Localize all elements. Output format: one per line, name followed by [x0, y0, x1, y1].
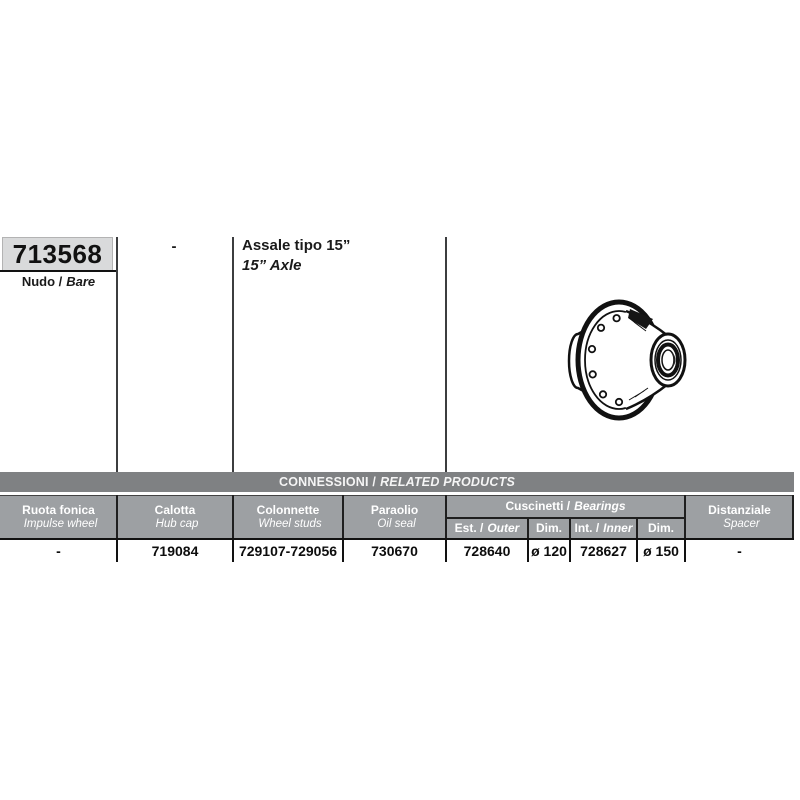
subheader-it: Est. /: [454, 521, 484, 535]
table-divider: [527, 517, 529, 538]
table-divider: [0, 538, 794, 540]
col-header-bearing-inner-dim: [637, 518, 685, 538]
axle-description: [242, 236, 350, 276]
col-header-it: Colonnette: [256, 502, 320, 517]
axle-description-it: Assale tipo 15”: [242, 237, 351, 254]
col-header-en: Oil seal: [377, 517, 416, 530]
part-box-underline: [0, 270, 117, 272]
col-header-en: Impulse wheel: [23, 517, 98, 530]
related-products-header-bar: [0, 472, 794, 492]
col-header-it: Ruota fonica: [22, 502, 95, 517]
value-wheel-studs: 729107-729056: [238, 543, 338, 559]
col-header-en: Wheel studs: [258, 517, 322, 530]
value-bearing-inner: 728627: [580, 543, 627, 559]
axle-description-en: 15” Axle: [242, 257, 302, 274]
subheader-it: Dim.: [647, 521, 674, 535]
part-number-box: [2, 237, 113, 270]
related-title-it: CONNESSIONI /: [279, 475, 377, 489]
related-title-en: RELATED PRODUCTS: [380, 475, 515, 489]
col-header-it: Paraolio: [370, 502, 419, 517]
value-bearing-outer: 728640: [463, 543, 511, 559]
table-divider: [445, 540, 447, 562]
table-divider: [116, 237, 118, 472]
wheel-hub-drawing-svg: [556, 296, 696, 426]
value-bearing-inner-dim: ø 150: [643, 543, 679, 559]
value-hub-cap: 719084: [151, 543, 199, 559]
table-divider: [116, 495, 118, 538]
table-divider: [446, 517, 685, 519]
col-header-bearings-group: [446, 496, 685, 516]
table-divider: [342, 540, 344, 562]
top-row-column2-value: -: [171, 238, 177, 255]
col-header-oil-seal: [343, 496, 446, 537]
variant-label-it: Nudo /: [21, 274, 63, 289]
wheel-hub-illustration: [556, 296, 696, 426]
variant-label-en: Bare: [66, 274, 96, 289]
bearings-title-en: Bearings: [574, 499, 626, 513]
subheader-en: Inner: [603, 521, 633, 535]
col-header-it: Calotta: [154, 502, 196, 517]
table-divider: [636, 540, 638, 562]
table-divider: [569, 517, 571, 538]
value-spacer: -: [737, 543, 742, 559]
col-header-wheel-studs: [233, 496, 343, 537]
col-header-bearing-inner: [570, 518, 637, 538]
table-divider: [232, 237, 234, 472]
table-divider: [792, 495, 794, 538]
table-divider: [116, 540, 118, 562]
value-impulse-wheel: -: [56, 543, 61, 559]
value-oil-seal: 730670: [371, 543, 418, 559]
col-header-impulse-wheel: [0, 496, 117, 537]
part-variant-label: [0, 274, 117, 289]
col-header-it: Distanziale: [708, 502, 771, 517]
part-number: 713568: [12, 238, 103, 269]
subheader-it: Int. /: [574, 521, 600, 535]
table-divider: [342, 495, 344, 538]
table-divider: [684, 540, 686, 562]
col-header-en: Spacer: [723, 517, 760, 530]
value-bearing-outer-dim: ø 120: [531, 543, 567, 559]
subheader-en: Outer: [487, 521, 520, 535]
table-divider: [527, 540, 529, 562]
bearings-title-it: Cuscinetti /: [505, 499, 571, 513]
col-header-spacer: [685, 496, 794, 537]
table-divider: [636, 517, 638, 538]
table-divider: [232, 540, 234, 562]
col-header-bearing-outer: [446, 518, 528, 538]
col-header-bearing-outer-dim: [528, 518, 570, 538]
table-divider: [232, 495, 234, 538]
col-header-hub-cap: [117, 496, 233, 537]
subheader-it: Dim.: [535, 521, 562, 535]
col-header-en: Hub cap: [155, 517, 199, 530]
table-divider: [569, 540, 571, 562]
table-divider: [445, 237, 447, 472]
